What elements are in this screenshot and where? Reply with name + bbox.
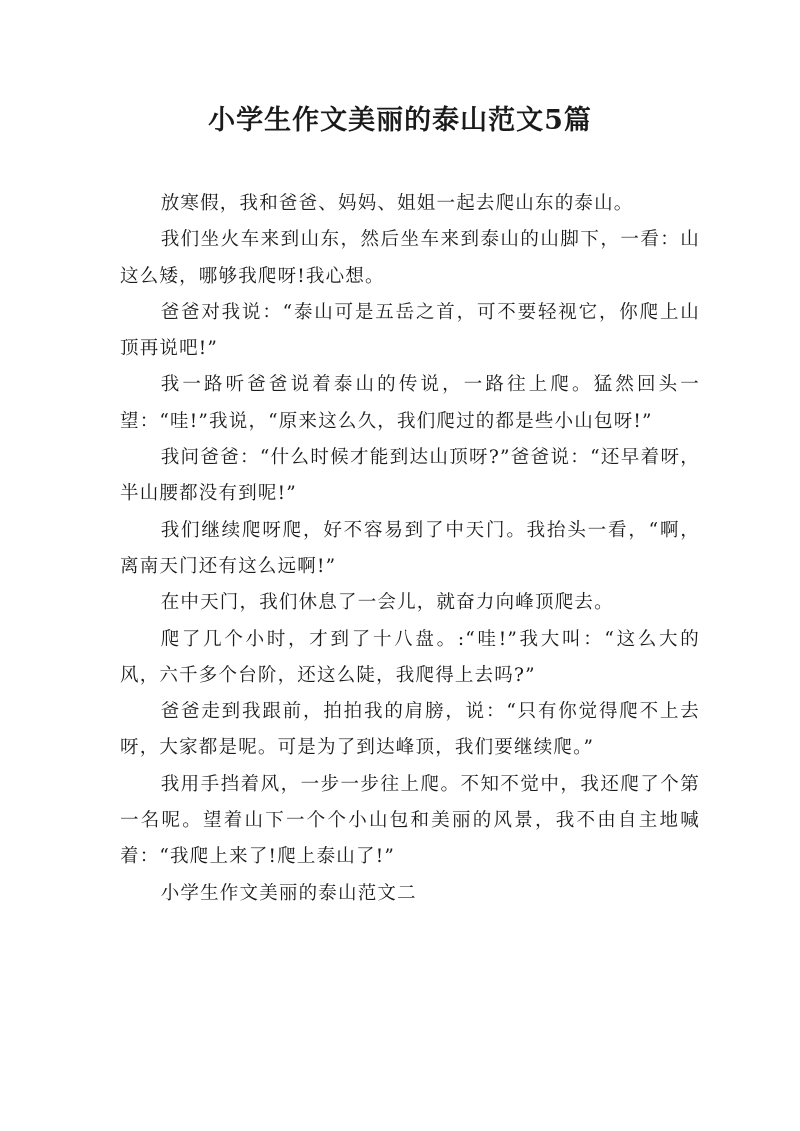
paragraph: 我问爸爸：“什么时候才能到达山顶呀?”爸爸说：“还早着呀，半山腰都没有到呢!” [120,447,700,505]
paragraph: 我们继续爬呀爬，好不容易到了中天门。我抬头一看，“啊，离南天门还有这么远啊!” [120,519,700,577]
document-body [120,186,700,912]
document-title: 小学生作文美丽的泰山范文5篇 [208,105,592,136]
paragraph: 我用手挡着风，一步一步往上爬。不知不觉中，我还爬了个第一名呢。望着山下一个个小山包和美丽的风景，我不由自主地喊着：“我爬上来了!爬上泰山了!” [120,773,700,868]
paragraph: 放寒假，我和爸爸、妈妈、姐姐一起去爬山东的泰山。 [160,193,634,214]
paragraph: 在中天门，我们休息了一会儿，就奋力向峰顶爬去。 [160,592,614,614]
paragraph: 爬了几个小时，才到了十八盘。:“哇!”我大叫：“这么大的风，六千多个台阶，还这么陡，我爬得上去吗?” [120,628,700,686]
paragraph: 爸爸走到我跟前，拍拍我的肩膀，说：“只有你觉得爬不上去呀，大家都是呢。可是为了到达峰顶，我们要继续爬。” [120,701,700,759]
paragraph: 我们坐火车来到山东，然后坐车来到泰山的山脚下，一看：山这么矮，哪够我爬呀!我心想。 [120,229,700,287]
paragraph: 爸爸对我说：“泰山可是五岳之首，可不要轻视它，你爬上山顶再说吧!” [120,301,700,360]
section-heading: 小学生作文美丽的泰山范文二 [160,882,417,904]
paragraph: 我一路听爸爸说着泰山的传说，一路往上爬。猛然回头一望：“哇!”我说，“原来这么久，我们爬过的都是些小山包呀!” [120,374,700,432]
